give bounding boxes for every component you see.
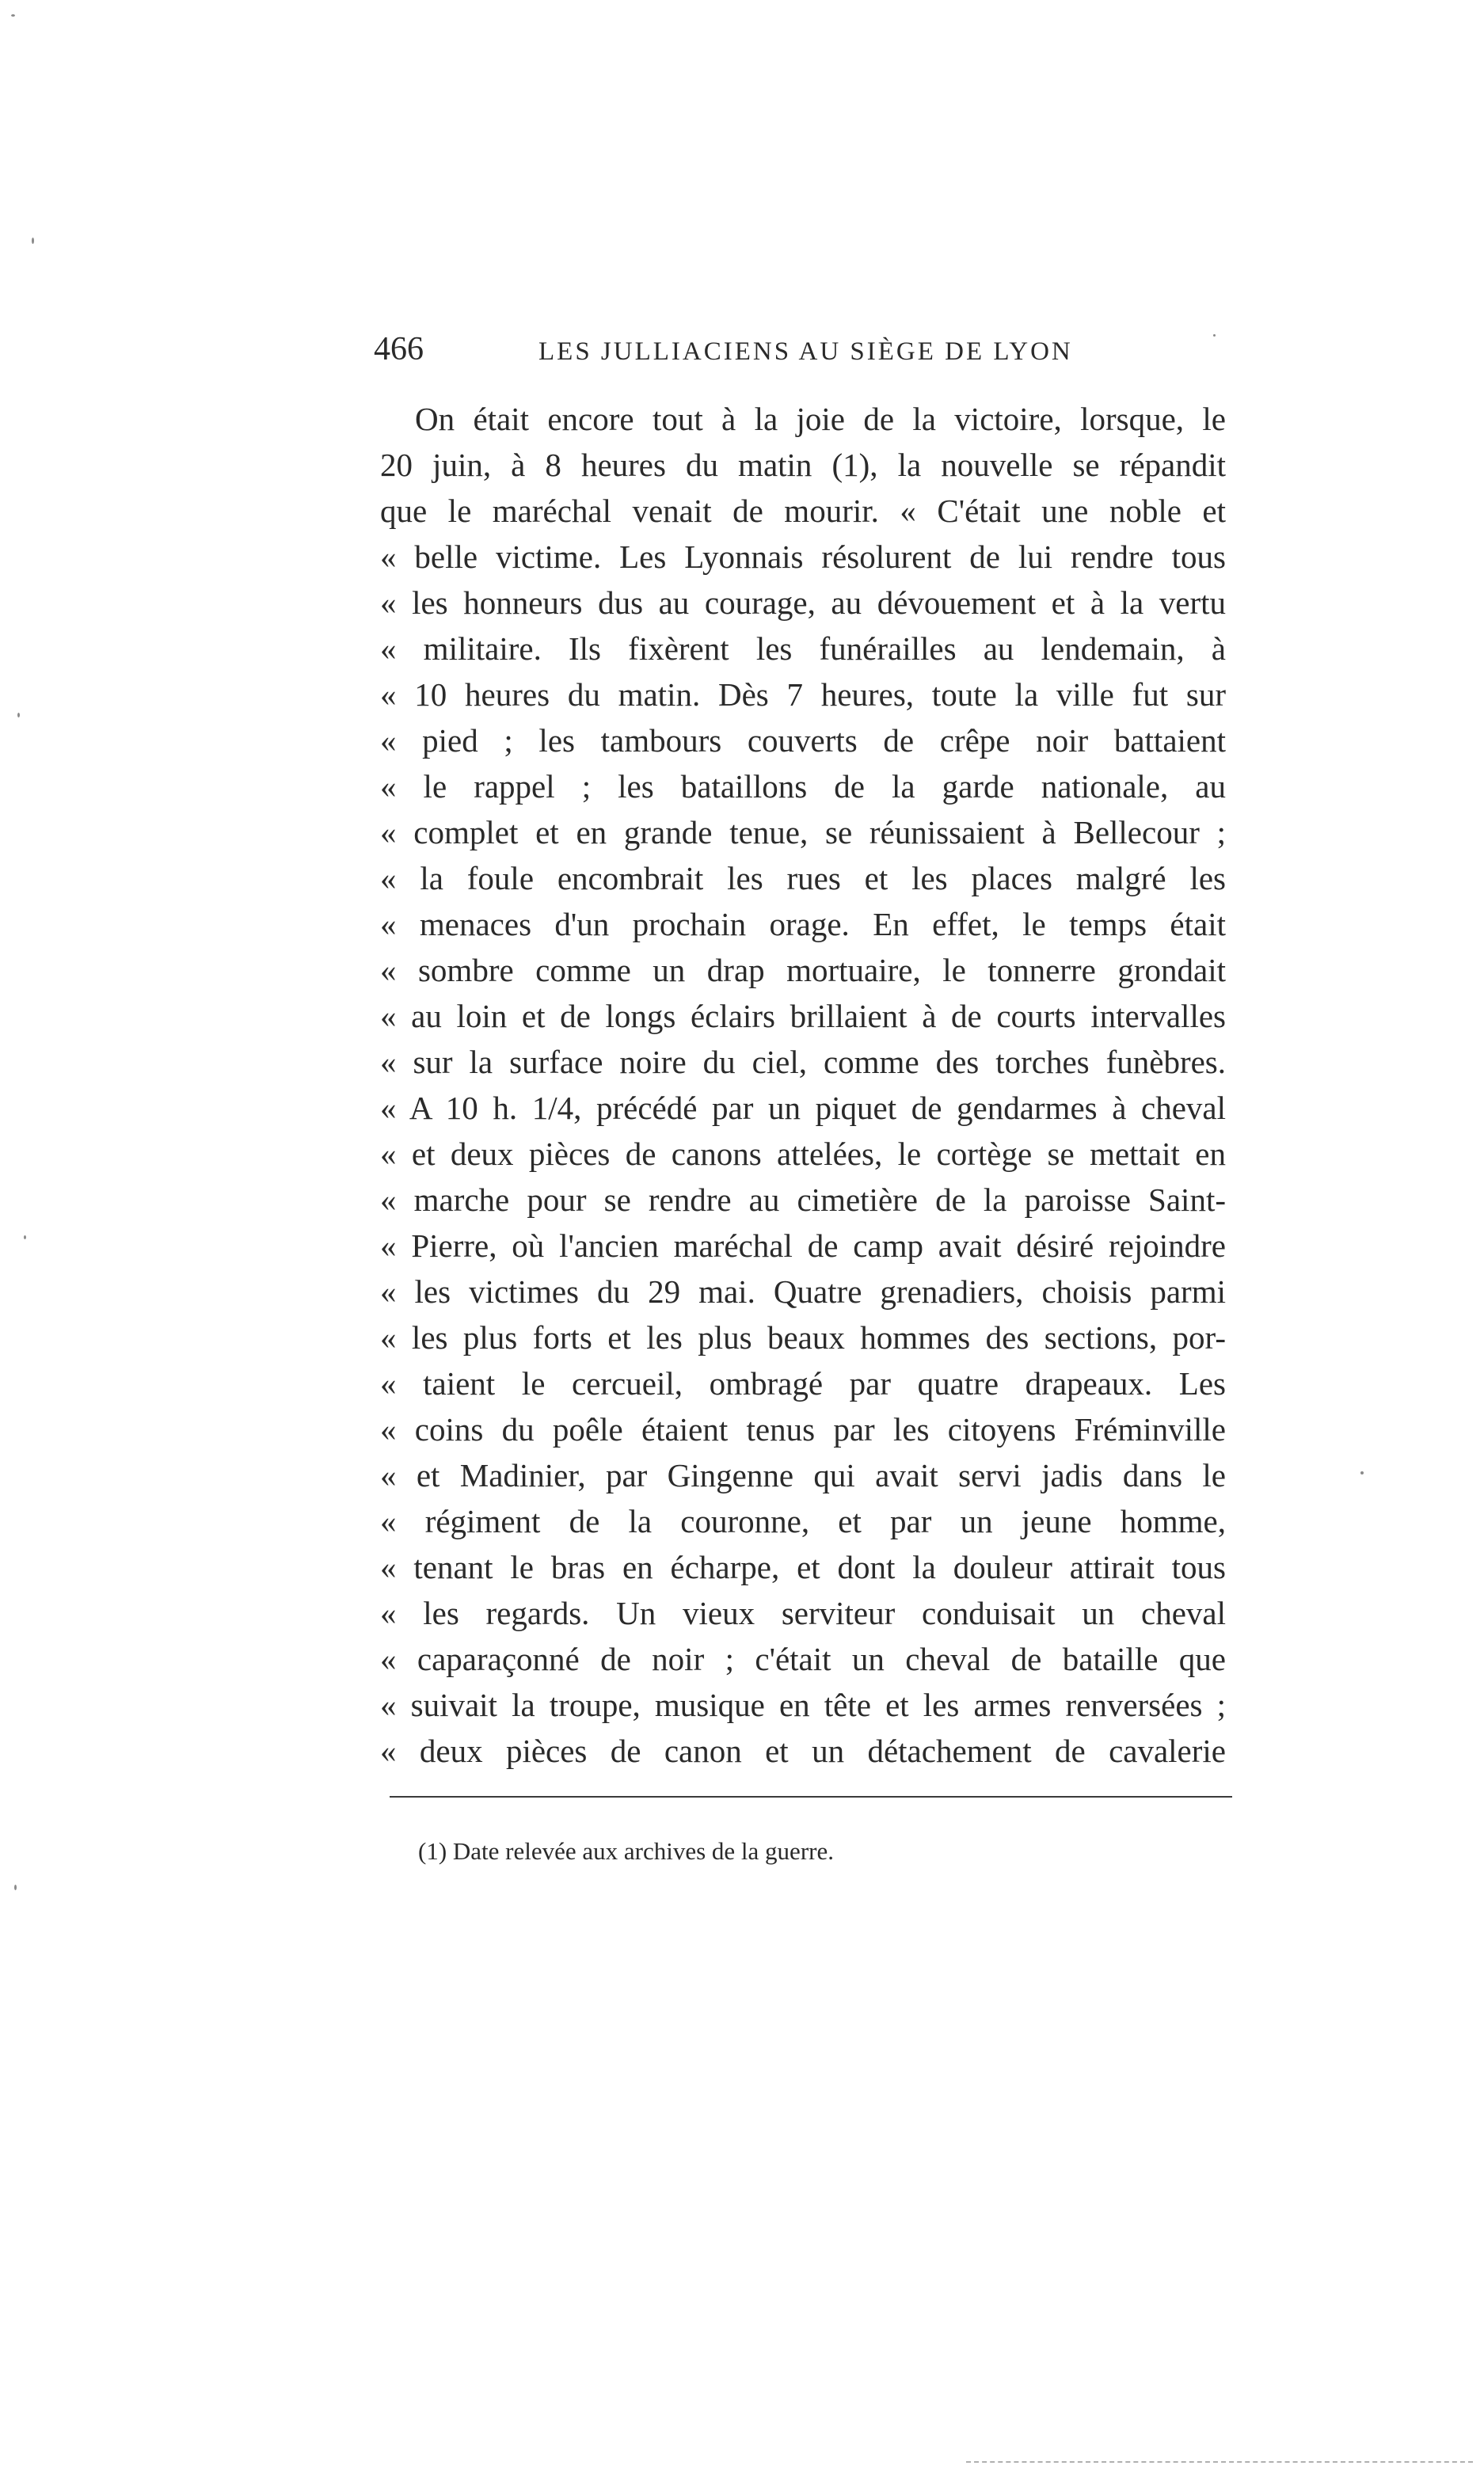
text-line: 20 juin, à 8 heures du matin (1), la nouvelle se répandit xyxy=(380,447,1226,483)
scan-speck xyxy=(14,1885,17,1890)
text-line: « sombre comme un drap mortuaire, le tonnerre grondait xyxy=(380,952,1226,988)
text-line: « belle victime. Les Lyonnais résolurent de lui rendre tous xyxy=(380,538,1226,575)
text-line: « et Madinier, par Gingenne qui avait servi jadis dans le xyxy=(380,1457,1226,1493)
text-line: « les honneurs dus au courage, au dévouement et à la vertu xyxy=(380,584,1226,621)
body-text xyxy=(380,396,1226,1774)
text-line: « au loin et de longs éclairs brillaient à de courts intervalles xyxy=(380,998,1226,1034)
scan-speck xyxy=(1360,1471,1364,1474)
text-line: « militaire. Ils fixèrent les funérailles au lendemain, à xyxy=(380,630,1226,667)
text-line: « les victimes du 29 mai. Quatre grenadiers, choisis parmi xyxy=(380,1273,1226,1310)
scan-speck xyxy=(1213,334,1216,337)
text-line: « A 10 h. 1/4, précédé par un piquet de gendarmes à cheval xyxy=(380,1090,1226,1126)
footnote-divider xyxy=(390,1796,1232,1798)
text-line: « régiment de la couronne, et par un jeune homme, xyxy=(380,1503,1226,1539)
text-line: « et deux pièces de canons attelées, le cortège se mettait en xyxy=(380,1136,1226,1172)
scan-edge-marks xyxy=(966,2461,1473,2463)
page-number: 466 xyxy=(374,331,424,367)
text-line: « tenant le bras en écharpe, et dont la douleur attirait tous xyxy=(380,1549,1226,1585)
text-line: « le rappel ; les bataillons de la garde nationale, au xyxy=(380,768,1226,805)
scan-speck xyxy=(24,1235,26,1239)
text-line: « sur la surface noire du ciel, comme des torches funèbres. xyxy=(380,1044,1226,1080)
text-line: « deux pièces de canon et un détachement de cavalerie xyxy=(380,1733,1226,1769)
text-line: « menaces d'un prochain orage. En effet, le temps était xyxy=(380,906,1226,942)
text-line: « marche pour se rendre au cimetière de la paroisse Saint- xyxy=(380,1181,1226,1218)
text-line: « taient le cercueil, ombragé par quatre drapeaux. Les xyxy=(380,1365,1226,1402)
text-line: « 10 heures du matin. Dès 7 heures, toute la ville fut sur xyxy=(380,676,1226,713)
text-line: « la foule encombrait les rues et les places malgré les xyxy=(380,860,1226,896)
running-title: LES JULLIACIENS AU SIÈGE DE LYON xyxy=(538,337,1073,366)
text-line: « coins du poêle étaient tenus par les citoyens Fréminville xyxy=(380,1411,1226,1448)
text-line: « les regards. Un vieux serviteur conduisait un cheval xyxy=(380,1595,1226,1631)
scan-speck xyxy=(32,238,34,244)
text-line: « suivait la troupe, musique en tête et les armes renversées ; xyxy=(380,1687,1226,1723)
scan-speck xyxy=(11,14,15,17)
text-line: « pied ; les tambours couverts de crêpe noir battaient xyxy=(380,722,1226,759)
text-line: que le maréchal venait de mourir. « C'était une noble et xyxy=(380,493,1226,529)
footnote: (1) Date relevée aux archives de la guerre. xyxy=(418,1837,834,1865)
text-line: « Pierre, où l'ancien maréchal de camp avait désiré rejoindre xyxy=(380,1227,1226,1264)
text-line: « caparaçonné de noir ; c'était un cheval de bataille que xyxy=(380,1641,1226,1677)
text-line: On était encore tout à la joie de la victoire, lorsque, le xyxy=(415,401,1226,437)
text-line: « les plus forts et les plus beaux hommes des sections, por- xyxy=(380,1319,1226,1356)
scan-speck xyxy=(17,713,20,717)
text-line: « complet et en grande tenue, se réunissaient à Bellecour ; xyxy=(380,814,1226,850)
